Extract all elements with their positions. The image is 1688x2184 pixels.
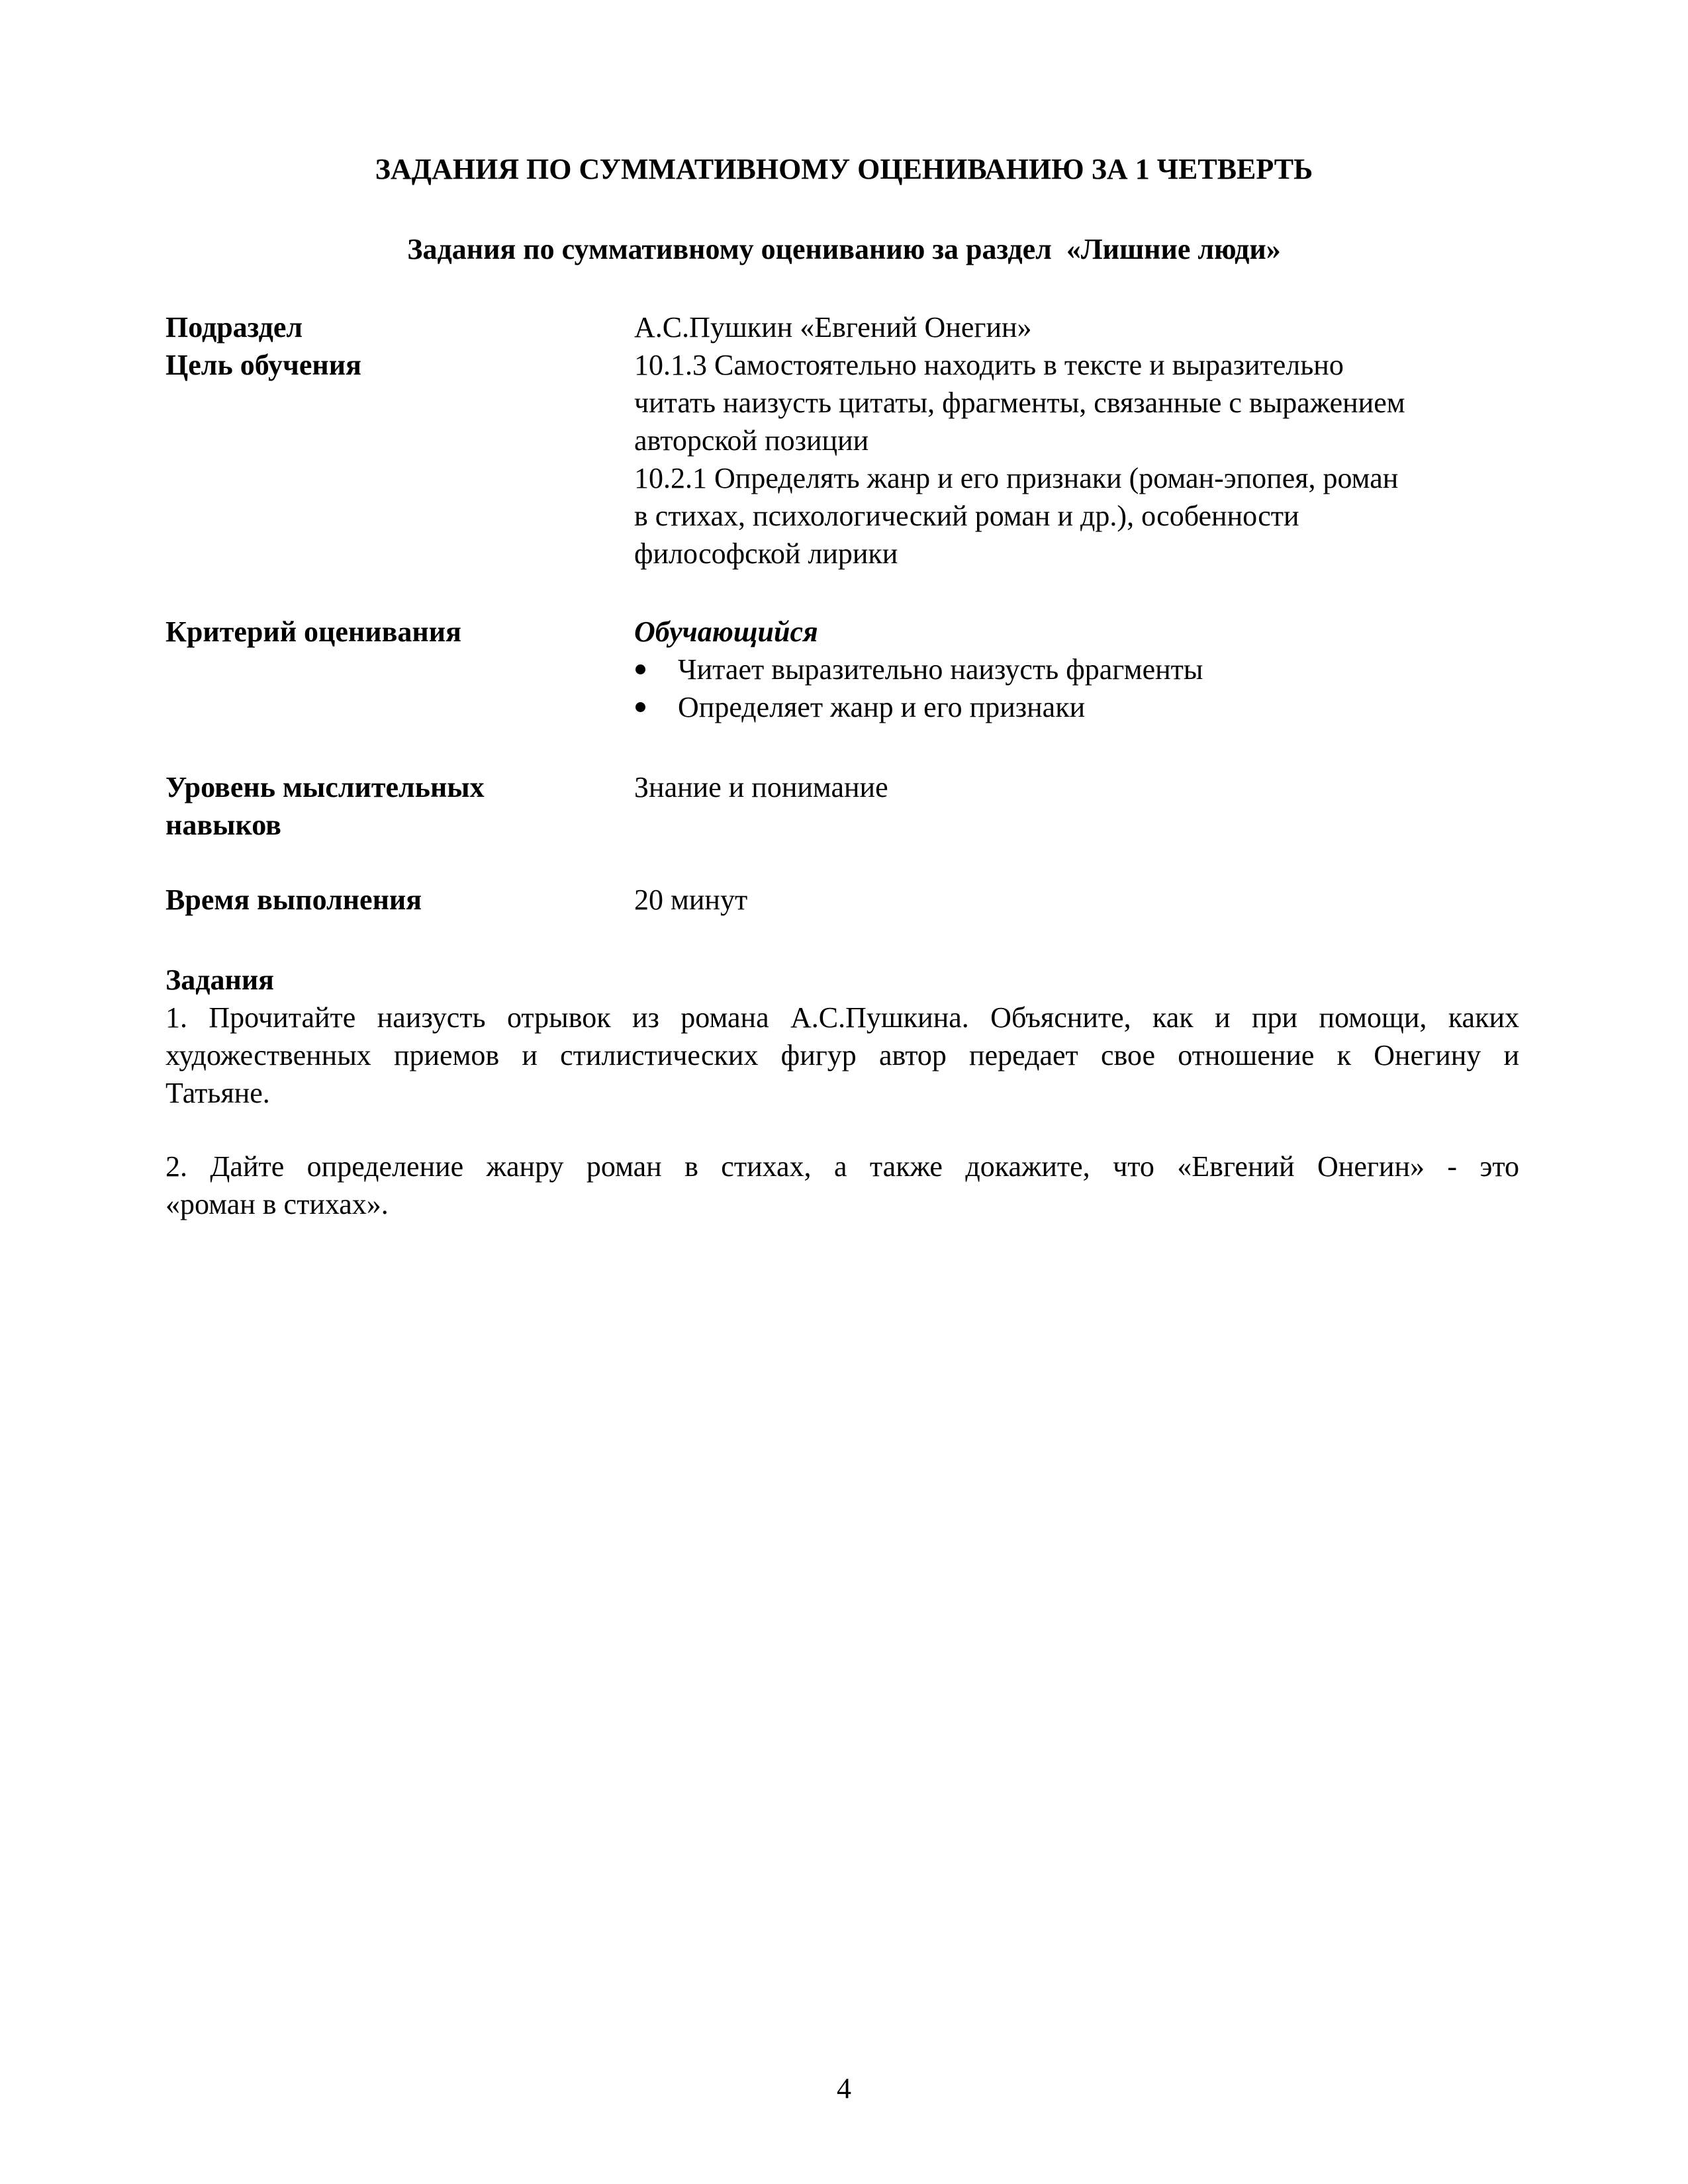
criteria-heading: Обучающийся xyxy=(634,615,818,648)
criteria-label: Критерий оценивания xyxy=(165,615,461,648)
task-1 xyxy=(165,999,1519,1112)
bullet-icon xyxy=(635,664,645,674)
criteria-item xyxy=(634,651,1534,688)
bullet-icon xyxy=(635,702,645,712)
thinking-level-label-line: навыков xyxy=(165,809,281,841)
task-2-line: 2. Дайте определение жанру роман в стихах, а также докажите, что «Евгений Онегин» - это xyxy=(165,1150,1519,1183)
tasks-heading: Задания xyxy=(165,964,274,996)
duration-label: Время выполнения xyxy=(165,884,422,916)
page-number: 4 xyxy=(837,2072,851,2105)
thinking-level-text: Знание и понимание xyxy=(634,771,888,803)
thinking-level-value xyxy=(634,768,1534,806)
page-subtitle: Задания по суммативному оцениванию за раздел «Лишние люди» xyxy=(407,233,1281,265)
page-title: ЗАДАНИЯ ПО СУММАТИВНОМУ ОЦЕНИВАНИЮ ЗА 1 ЧЕТВЕРТЬ xyxy=(375,153,1313,185)
duration-value xyxy=(634,881,1534,919)
duration-text: 20 минут xyxy=(634,884,748,916)
learning-goal-line: авторской позиции xyxy=(634,424,869,457)
task-2-line: «роман в стихах». xyxy=(165,1188,389,1220)
learning-goal-line: 10.1.3 Самостоятельно находить в тексте и выразительно xyxy=(634,349,1344,381)
criteria-list xyxy=(634,651,1534,726)
learning-goal-value xyxy=(634,346,1534,572)
thinking-level-label-line: Уровень мыслительных xyxy=(165,771,485,803)
learning-goal-line: философской лирики xyxy=(634,537,898,570)
criteria-item-text: Определяет жанр и его признаки xyxy=(678,691,1086,723)
subsection-label: Подраздел xyxy=(165,311,303,343)
task-1-line: художественных приемов и стилистических фигур автор передает свое отношение к Онегину и xyxy=(165,1039,1519,1071)
criteria-value xyxy=(634,613,1534,726)
task-1-line: 1. Прочитайте наизусть отрывок из романа А.С.Пушкина. Объясните, как и при помощи, каких xyxy=(165,1001,1519,1034)
subsection-text: А.С.Пушкин «Евгений Онегин» xyxy=(634,311,1032,343)
learning-goal-line: в стихах, психологический роман и др.), особенности xyxy=(634,500,1299,532)
task-1-line: Татьяне. xyxy=(165,1077,270,1109)
thinking-level-label xyxy=(165,768,589,844)
criteria-item xyxy=(634,688,1534,726)
learning-goal-line: читать наизусть цитаты, фрагменты, связанные с выражением xyxy=(634,387,1405,419)
subsection-value xyxy=(634,308,1534,346)
learning-goal-line: 10.2.1 Определять жанр и его признаки (роман-эпопея, роман xyxy=(634,462,1399,494)
criteria-item-text: Читает выразительно наизусть фрагменты xyxy=(678,653,1203,686)
task-2 xyxy=(165,1148,1519,1223)
learning-goal-label: Цель обучения xyxy=(165,349,361,381)
